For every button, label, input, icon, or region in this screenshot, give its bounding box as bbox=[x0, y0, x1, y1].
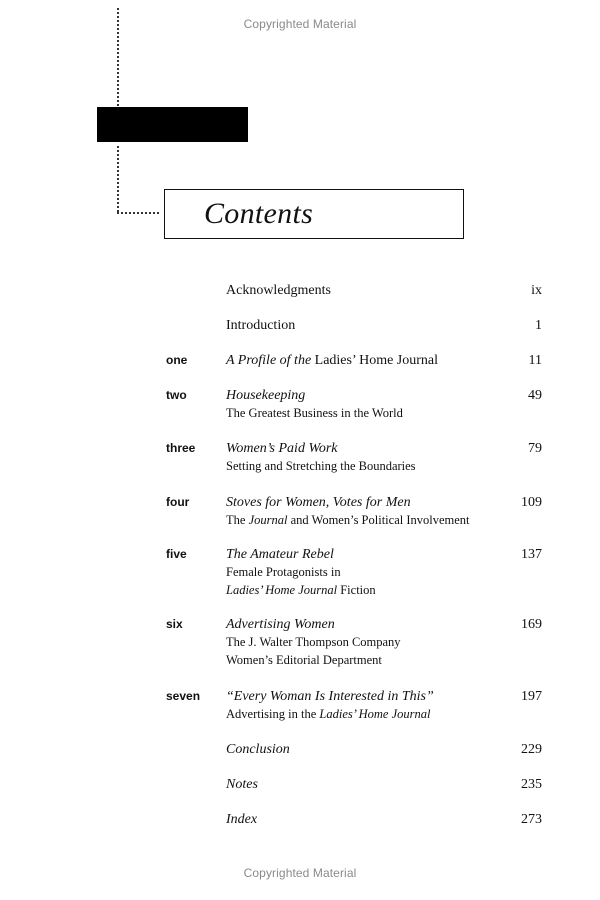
dotted-rule-top bbox=[117, 8, 122, 106]
entry-subtitle bbox=[226, 582, 376, 599]
entry-title bbox=[226, 387, 305, 404]
copyright-watermark-bottom: Copyrighted Material bbox=[243, 866, 357, 880]
entry-subtitle bbox=[226, 706, 431, 723]
entry-subtitle-part: The Greatest Business in the World bbox=[226, 406, 403, 420]
entry-title-part: Advertising Women bbox=[226, 617, 335, 632]
entry-title-part: Housekeeping bbox=[226, 388, 306, 403]
entry-subtitle-part: and Women’s Political Involvement bbox=[287, 513, 470, 527]
page-number: 229 bbox=[521, 742, 542, 757]
page-number: 169 bbox=[521, 617, 542, 632]
page-number: 109 bbox=[521, 495, 542, 510]
entry-title bbox=[226, 352, 438, 369]
entry-title-part: Conclusion bbox=[226, 742, 290, 757]
entry-title bbox=[226, 546, 334, 563]
entry-title bbox=[226, 776, 258, 793]
entry-title bbox=[226, 494, 411, 511]
page-number: ix bbox=[531, 283, 542, 298]
entry-subtitle-part: The bbox=[226, 513, 249, 527]
entry-title-part: Ladies’ Home Journal bbox=[314, 353, 439, 368]
entry-subtitle-part: Female Protagonists in bbox=[226, 565, 341, 579]
entry-subtitle-part: The J. Walter Thompson Company bbox=[226, 635, 401, 649]
black-bar bbox=[97, 107, 248, 142]
page-number: 1 bbox=[535, 318, 542, 333]
entry-subtitle-part: Ladies’ Home Journal bbox=[319, 707, 431, 721]
entry-title bbox=[226, 811, 257, 828]
entry-title-part: Introduction bbox=[226, 318, 296, 333]
entry-title-part: Notes bbox=[226, 777, 258, 792]
chapter-number: four bbox=[166, 495, 190, 509]
entry-subtitle bbox=[226, 512, 470, 529]
entry-subtitle bbox=[226, 458, 416, 475]
page-number: 11 bbox=[528, 353, 542, 368]
page-number: 49 bbox=[528, 388, 542, 403]
copyright-watermark-top: Copyrighted Material bbox=[243, 17, 357, 31]
entry-subtitle-part: Setting and Stretching the Boundaries bbox=[226, 459, 416, 473]
chapter-number: five bbox=[166, 547, 187, 561]
chapter-number: six bbox=[166, 617, 183, 631]
page-number: 197 bbox=[521, 689, 542, 704]
entry-title-part: Women’s Paid Work bbox=[226, 441, 338, 456]
chapter-number: seven bbox=[166, 689, 201, 703]
entry-title-part: Acknowledgments bbox=[226, 283, 331, 298]
entry-subtitle-part: Fiction bbox=[337, 583, 376, 597]
entry-title-part: “Every Woman Is Interested in This” bbox=[226, 689, 434, 704]
entry-subtitle bbox=[226, 405, 403, 422]
entry-subtitle bbox=[226, 634, 401, 651]
chapter-number: two bbox=[166, 388, 187, 402]
entry-title bbox=[226, 688, 434, 705]
entry-subtitle-part: Advertising in the bbox=[226, 707, 320, 721]
entry-title-part: Index bbox=[226, 812, 258, 827]
page-number: 273 bbox=[521, 812, 542, 827]
contents-heading-box bbox=[164, 189, 464, 239]
dotted-rule-horizontal bbox=[117, 212, 159, 214]
contents-heading: Contents bbox=[204, 197, 314, 230]
dotted-rule-middle bbox=[117, 146, 122, 212]
entry-subtitle-part: Journal bbox=[248, 513, 288, 527]
entry-title bbox=[226, 741, 290, 758]
entry-title-part: A Profile of the bbox=[226, 353, 315, 368]
entry-title-part: The Amateur Rebel bbox=[226, 547, 334, 562]
entry-title bbox=[226, 282, 331, 299]
entry-subtitle-part: Ladies’ Home Journal bbox=[226, 583, 338, 597]
chapter-number: three bbox=[166, 441, 196, 455]
entry-subtitle bbox=[226, 564, 341, 581]
page-number: 79 bbox=[528, 441, 542, 456]
entry-subtitle-part: Women’s Editorial Department bbox=[226, 653, 382, 667]
entry-title-part: Stoves for Women, Votes for Men bbox=[226, 495, 411, 510]
entry-title bbox=[226, 317, 295, 334]
chapter-number: one bbox=[166, 353, 188, 367]
page-number: 137 bbox=[521, 547, 542, 562]
entry-subtitle bbox=[226, 652, 382, 669]
entry-title bbox=[226, 440, 338, 457]
page-number: 235 bbox=[521, 777, 542, 792]
entry-title bbox=[226, 616, 335, 633]
